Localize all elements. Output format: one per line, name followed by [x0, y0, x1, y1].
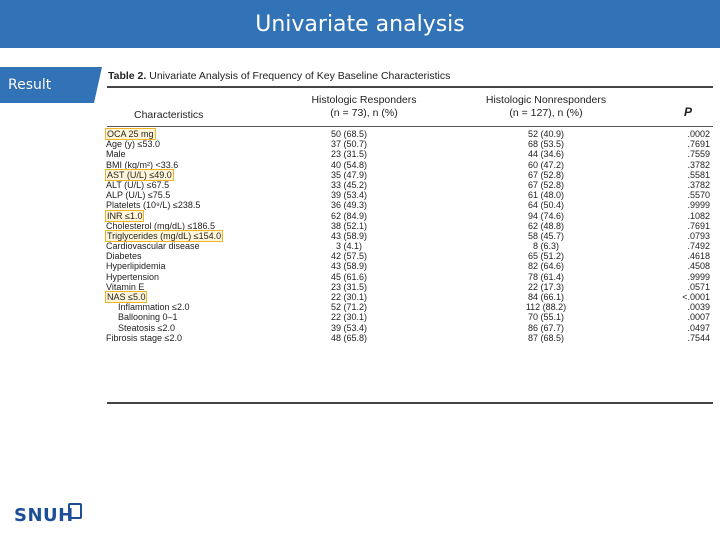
table-caption-text: Univariate Analysis of Frequency of Key Baseline Characteristics	[146, 70, 451, 82]
row-responders: 37 (50.7)	[330, 139, 368, 150]
header-responders	[294, 94, 434, 120]
row-responders: 22 (30.1)	[330, 292, 368, 302]
table-row	[104, 190, 712, 200]
row-p-value: .9999	[687, 271, 710, 282]
row-label: Inflammation ≤2.0	[118, 302, 190, 313]
header-responders-line2: (n = 73), n (%)	[330, 107, 398, 119]
table-bottom-rule	[107, 402, 713, 404]
row-responders: 22 (30.1)	[330, 312, 368, 323]
table-row	[104, 231, 712, 241]
row-p-value: .4618	[687, 251, 710, 262]
row-nonresponders: 94 (74.6)	[527, 210, 565, 221]
row-p-value: .7691	[687, 139, 710, 150]
section-label: Result	[8, 77, 52, 93]
row-label: BMI (kg/m²) <33.6	[106, 159, 179, 170]
table-header-rule	[107, 126, 713, 127]
row-nonresponders: 112 (88.2)	[525, 302, 567, 313]
results-table	[104, 66, 712, 406]
row-p-value: .0497	[687, 322, 710, 333]
table-row	[104, 282, 712, 292]
row-responders: 40 (54.8)	[330, 159, 368, 170]
row-label: Steatosis ≤2.0	[118, 322, 175, 333]
row-nonresponders: 58 (45.7)	[527, 230, 565, 241]
row-p-value: .0039	[687, 302, 710, 313]
title-bar	[0, 0, 720, 48]
row-label: Diabetes	[106, 251, 142, 262]
section-tab-notch	[94, 67, 102, 103]
row-nonresponders: 64 (50.4)	[527, 200, 565, 211]
table-row	[104, 261, 712, 271]
row-responders: 43 (58.9)	[330, 261, 368, 272]
row-responders: 3 (4.1)	[335, 241, 362, 252]
row-nonresponders: 84 (66.1)	[527, 292, 565, 302]
row-nonresponders: 68 (53.5)	[527, 139, 565, 150]
table-row	[104, 312, 712, 322]
row-responders: 52 (71.2)	[330, 302, 368, 313]
row-p-value: .7691	[687, 220, 710, 231]
row-p-value: .4508	[687, 261, 710, 272]
row-p-value: .1082	[687, 210, 710, 221]
row-responders: 45 (61.6)	[330, 271, 368, 282]
row-responders: 35 (47.9)	[330, 169, 368, 180]
row-nonresponders: 87 (68.5)	[527, 332, 565, 343]
row-nonresponders: 70 (55.1)	[527, 312, 565, 323]
table-row	[104, 272, 712, 282]
row-p-value: .5581	[687, 169, 710, 180]
row-nonresponders: 60 (47.2)	[527, 159, 565, 170]
row-p-value: .0002	[687, 129, 710, 139]
row-label: Hyperlipidemia	[106, 261, 166, 272]
row-label: Triglycerides (mg/dL) ≤154.0	[107, 230, 222, 241]
row-nonresponders: 82 (64.6)	[527, 261, 565, 272]
row-p-value: .7492	[687, 241, 710, 252]
table-row	[104, 211, 712, 221]
row-responders: 62 (84.9)	[330, 210, 368, 221]
row-label: ALP (U/L) ≤75.5	[106, 190, 171, 201]
header-nonresponders	[472, 94, 620, 120]
header-characteristics: Characteristics	[134, 109, 204, 121]
table-row	[104, 170, 712, 180]
table-row	[104, 139, 712, 149]
row-label: NAS ≤5.0	[107, 292, 146, 302]
row-responders: 42 (57.5)	[330, 251, 368, 262]
row-responders: 43 (58.9)	[330, 230, 368, 241]
row-p-value: .5570	[687, 190, 710, 201]
header-p-value: P	[684, 105, 693, 119]
table-caption	[108, 70, 450, 82]
table-row	[104, 221, 712, 231]
table-row	[104, 333, 712, 343]
row-p-value: .9999	[687, 200, 710, 211]
row-nonresponders: 67 (52.8)	[527, 179, 565, 190]
snuh-logo-mark-icon	[68, 503, 82, 519]
table-row	[104, 180, 712, 190]
row-p-value: .0007	[687, 312, 710, 323]
table-row	[104, 302, 712, 312]
row-nonresponders: 78 (61.4)	[527, 271, 565, 282]
header-responders-line1: Histologic Responders	[311, 94, 417, 106]
row-nonresponders: 52 (40.9)	[527, 129, 565, 139]
row-nonresponders: 8 (6.3)	[532, 241, 559, 252]
table-body	[104, 129, 712, 343]
table-row	[104, 323, 712, 333]
row-label: Vitamin E	[106, 281, 145, 292]
row-responders: 23 (31.5)	[330, 281, 368, 292]
row-responders: 39 (53.4)	[330, 322, 368, 333]
row-responders: 39 (53.4)	[330, 190, 368, 201]
table-caption-number: Table 2.	[108, 70, 147, 82]
row-nonresponders: 44 (34.6)	[527, 149, 565, 160]
row-p-value: .7559	[687, 149, 710, 160]
row-p-value: .7544	[687, 332, 710, 343]
row-label: Platelets (10⁹/L) ≤238.5	[106, 200, 201, 211]
table-row	[104, 292, 712, 302]
row-responders: 33 (45.2)	[330, 179, 368, 190]
row-p-value: <.0001	[682, 292, 710, 302]
row-label: Male	[106, 149, 126, 160]
table-row	[104, 149, 712, 159]
table-top-rule	[107, 86, 713, 88]
table-row	[104, 129, 712, 139]
row-responders: 23 (31.5)	[330, 149, 368, 160]
slide-title: Univariate analysis	[255, 12, 465, 37]
row-label: OCA 25 mg	[107, 129, 154, 139]
snuh-logo: SNUH	[14, 505, 74, 526]
row-nonresponders: 22 (17.3)	[527, 281, 565, 292]
row-label: Cholesterol (mg/dL) ≤186.5	[106, 220, 215, 231]
row-nonresponders: 62 (48.8)	[527, 220, 565, 231]
row-nonresponders: 61 (48.0)	[527, 190, 565, 201]
row-p-value: .3782	[687, 179, 710, 190]
table-row	[104, 200, 712, 210]
row-responders: 36 (49.3)	[330, 200, 368, 211]
row-nonresponders: 65 (51.2)	[527, 251, 565, 262]
row-label: Cardiovascular disease	[106, 241, 200, 252]
row-p-value: .0793	[687, 230, 710, 241]
header-nonresponders-line2: (n = 127), n (%)	[509, 107, 583, 119]
row-p-value: .0571	[687, 281, 710, 292]
header-nonresponders-line1: Histologic Nonresponders	[485, 94, 607, 106]
row-label: Ballooning 0–1	[118, 312, 178, 323]
row-nonresponders: 86 (67.7)	[527, 322, 565, 333]
row-label: INR ≤1.0	[107, 210, 143, 221]
row-label: Fibrosis stage ≤2.0	[106, 332, 182, 343]
row-label: ALT (U/L) ≤67.5	[106, 179, 170, 190]
row-label: AST (U/L) ≤49.0	[107, 169, 172, 180]
row-responders: 38 (52.1)	[330, 220, 368, 231]
table-row	[104, 241, 712, 251]
row-label: Hypertension	[106, 271, 160, 282]
section-tab	[0, 67, 94, 103]
table-row	[104, 160, 712, 170]
row-nonresponders: 67 (52.8)	[527, 169, 565, 180]
row-responders: 50 (68.5)	[330, 129, 368, 139]
table-row	[104, 251, 712, 261]
row-responders: 48 (65.8)	[330, 332, 368, 343]
row-p-value: .3782	[687, 159, 710, 170]
row-label: Age (y) ≤53.0	[106, 139, 160, 150]
